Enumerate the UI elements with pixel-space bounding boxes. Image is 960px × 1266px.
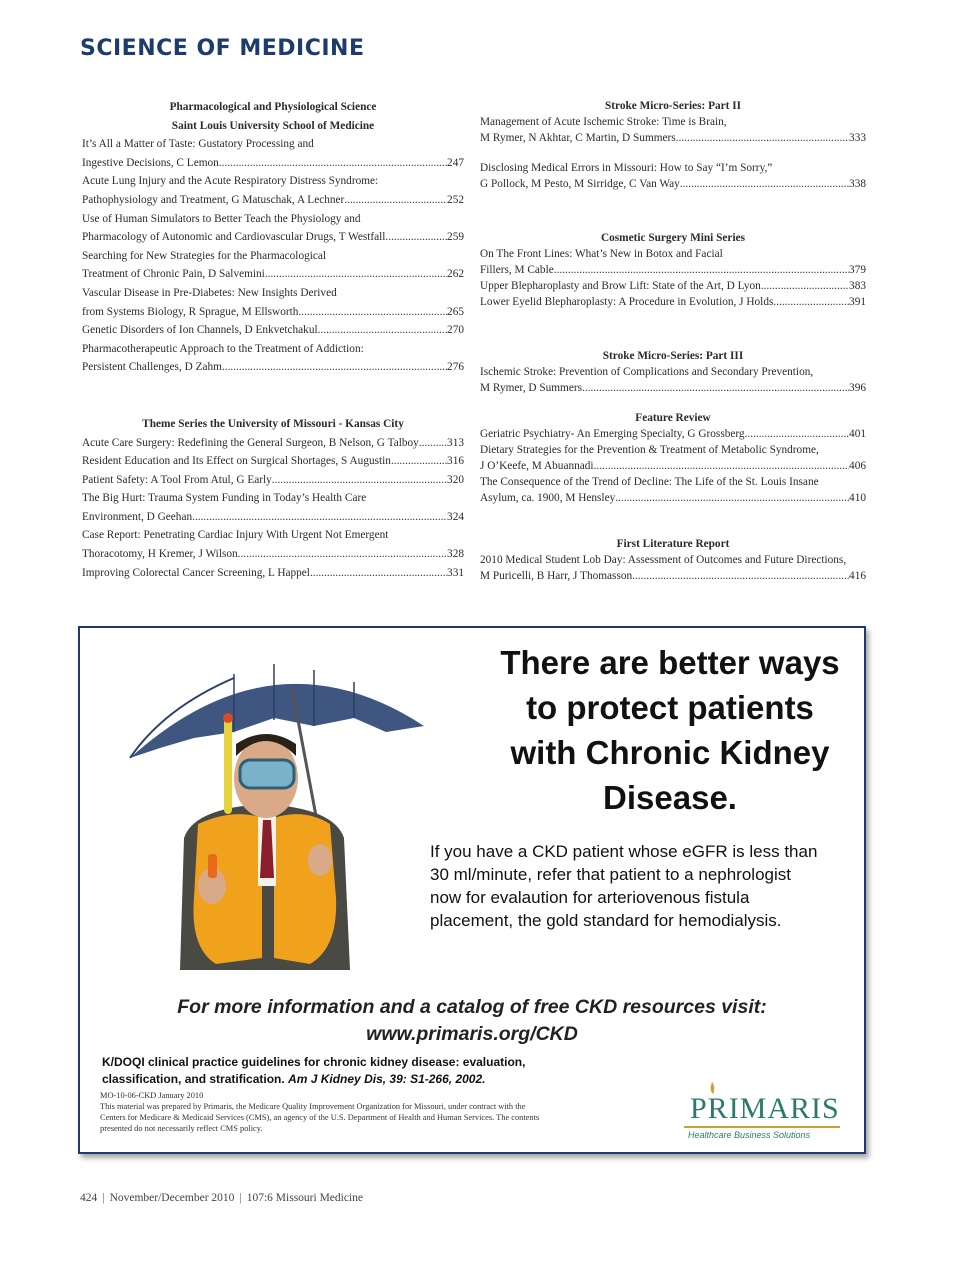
toc-entry[interactable]: It’s All a Matter of Taste: Gustatory Processing and Ingestive Decisions, C Lemon ..... 247 — [82, 135, 464, 172]
page-number: 316 — [447, 455, 464, 468]
guideline-reference: K/DOQI clinical practice guidelines for chronic kidney disease: evaluation, classification, and stratification. Am J Kidney Dis, 39: S1-266, 2002. — [102, 1055, 526, 1086]
page-number: 331 — [447, 566, 464, 579]
page-number: 401 — [849, 428, 866, 440]
toc-entry[interactable]: Lower Eyelid Blepharoplasty: A Procedure in Evolution, J Holds ..... 391 — [480, 294, 866, 310]
ad-body-text: If you have a CKD patient whose eGFR is less than 30 ml/minute, refer that patient to a nephrologist now for evalaution for arteriovenous fistula placement, the gold standard for hemodialysis. — [430, 842, 818, 930]
snorkel — [224, 718, 232, 814]
toc-entry[interactable]: Resident Education and Its Effect on Surgical Shortages, S Augustin ..... 316 — [82, 452, 464, 471]
toc-entry[interactable]: Acute Lung Injury and the Acute Respiratory Distress Syndrome: Pathophysiology and Treatment, G Matuschak, A Lechner ..... 252 — [82, 172, 464, 209]
page-number: 383 — [849, 280, 866, 292]
toc-entry[interactable]: Use of Human Simulators to Better Teach the Physiology and Pharmacology of Autonomic and Cardiovascular Drugs, T Westfall ..... 259 — [82, 210, 464, 247]
ad-call-to-action: For more information and a catalog of free CKD resources visit: www.primaris.org/CKD — [80, 994, 864, 1048]
toc-entry[interactable]: Pharmacotherapeutic Approach to the Treatment of Addiction: Persistent Challenges, D Zahm ..... 276 — [82, 340, 464, 377]
ckd-advertisement — [78, 626, 866, 1154]
section-header: SCIENCE OF MEDICINE — [80, 36, 365, 61]
section-title: Stroke Micro-Series: Part III — [602, 350, 744, 362]
toc-entry[interactable]: Genetic Disorders of Ion Channels, D Enkvetchakul ..... 270 — [82, 321, 464, 340]
ad-headline: There are better ways to protect patients with Chronic Kidney Disease. — [500, 644, 840, 816]
toc-entry[interactable]: Patient Safety: A Tool From Atul, G Early ..... 320 — [82, 471, 464, 490]
page-number: 252 — [447, 193, 464, 206]
toc-entry[interactable]: Case Report: Penetrating Cardiac Injury With Urgent Not Emergent Thoracotomy, H Kremer, J Wilson ..... 328 — [82, 526, 464, 563]
toc-entry[interactable]: Management of Acute Ischemic Stroke: Time is Brain, M Rymer, N Akhtar, C Martin, D Summers ..... 333 — [480, 114, 866, 146]
page-number: 270 — [447, 324, 464, 337]
toc-entry[interactable]: The Big Hurt: Trauma System Funding in Today’s Health Care Environment, D Geehan ..... 324 — [82, 489, 464, 526]
page-number: 328 — [447, 548, 464, 561]
footer-issue: November/December 2010 — [109, 1192, 235, 1204]
section-title: Feature Review — [635, 412, 711, 424]
toc-entry[interactable]: Upper Blepharoplasty and Brow Lift: State of the Art, D Lyon ..... 383 — [480, 278, 866, 294]
page-number: 276 — [447, 361, 464, 374]
page-number: 410 — [849, 492, 866, 504]
page-number: 262 — [447, 268, 464, 281]
toc-entry[interactable]: 2010 Medical Student Lob Day: Assessment of Outcomes and Future Directions, M Puricelli, B Harr, J Thomasson ..... 416 — [480, 552, 866, 584]
toc-entry[interactable]: Searching for New Strategies for the Pharmacological Treatment of Chronic Pain, D Salvemini ..... 262 — [82, 247, 464, 284]
snorkel-mask — [240, 760, 294, 788]
fine-print: MO-10-06-CKD January 2010 This material was prepared by Primaris, the Medicare Quality Improvement Organization for Missouri, under contract with the Centers for Medicare & Medicaid Services (CMS), an agency of the U.S. Department of Health and Human Services. The contents presented do not necessarily reflect CMS policy. — [100, 1091, 540, 1133]
toc-entry[interactable]: On The Front Lines: What’s New in Botox and Facial Fillers, M Cable ..... 379 — [480, 246, 866, 278]
umbrella-man-illustration — [124, 648, 436, 970]
section-title: Theme Series the University of Missouri - Kansas City — [142, 417, 404, 430]
page-number: 338 — [849, 178, 866, 190]
toc-entry[interactable]: Improving Colorectal Cancer Screening, L Happel ..... 331 — [82, 564, 464, 583]
footer-page-number: 424 — [80, 1192, 98, 1204]
page-number: 333 — [849, 132, 866, 144]
page-number: 247 — [447, 156, 464, 169]
primaris-logo: PRIMARIS Healthcare Business Solutions — [684, 1088, 844, 1144]
page-number: 265 — [447, 305, 464, 318]
page-number: 259 — [447, 231, 464, 244]
section-title: First Literature Report — [616, 538, 730, 550]
toc-entry[interactable]: Dietary Strategies for the Prevention & Treatment of Metabolic Syndrome, J O’Keefe, M Abuannadi ..... 406 — [480, 442, 866, 474]
section-title: Pharmacological and Physiological Science Saint Louis University School of Medicine — [169, 101, 377, 132]
page-number: 391 — [849, 296, 866, 308]
footer-journal: 107:6 Missouri Medicine — [246, 1192, 364, 1204]
page-number: 324 — [447, 510, 464, 523]
section-title: Cosmetic Surgery Mini Series — [600, 232, 745, 244]
toc-entry[interactable]: Vascular Disease in Pre-Diabetes: New Insights Derived from Systems Biology, R Sprague, M Ellsworth ..... 265 — [82, 284, 464, 321]
toc-right-column — [480, 98, 866, 584]
page-number: 379 — [849, 264, 866, 276]
toc-entry[interactable]: Geriatric Psychiatry- An Emerging Specialty, G Grossberg ..... 401 — [480, 426, 866, 442]
page-number: 396 — [849, 382, 866, 394]
toc-entry[interactable]: The Consequence of the Trend of Decline: The Life of the St. Louis Insane Asylum, ca. 1900, M Hensley ..... 410 — [480, 474, 866, 506]
page-number: 313 — [447, 436, 464, 449]
toc-left-column — [82, 98, 464, 582]
page-number: 416 — [849, 570, 866, 582]
toc-entry[interactable]: Ischemic Stroke: Prevention of Complications and Secondary Prevention, M Rymer, D Summers ..... 396 — [480, 364, 866, 396]
primaris-link[interactable]: www.primaris.org/CKD — [366, 1023, 578, 1045]
page-footer: 424 | November/December 2010 | 107:6 Missouri Medicine — [80, 1192, 364, 1204]
page-number: 320 — [447, 473, 464, 486]
toc-entry[interactable]: Disclosing Medical Errors in Missouri: How to Say “I’m Sorry,” G Pollock, M Pesto, M Sirridge, C Van Way ..... 338 — [480, 160, 866, 192]
toc-entry[interactable]: Acute Care Surgery: Redefining the General Surgeon, B Nelson, G Talboy ..... 313 — [82, 434, 464, 453]
section-title: Stroke Micro-Series: Part II — [604, 100, 742, 112]
page-number: 406 — [849, 460, 866, 472]
